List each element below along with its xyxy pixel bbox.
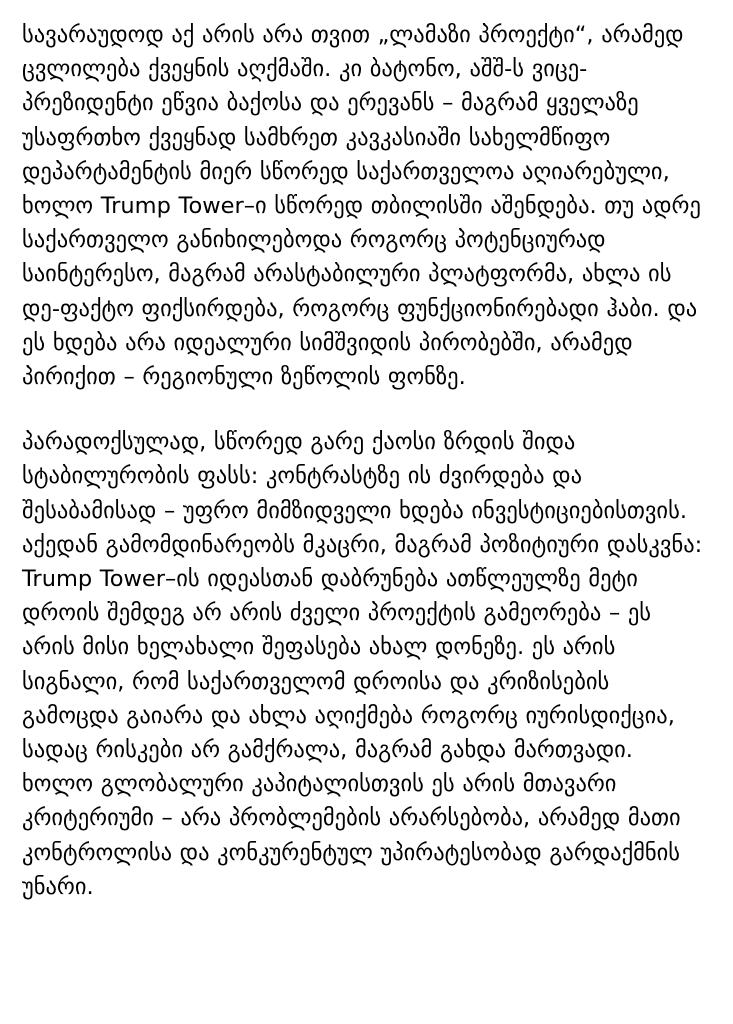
paragraph-2: პარადოქსულად, სწორედ გარე ქაოსი ზრდის შიდა სტაბილურობის ფასს: კონტრასტზე ის ძვირდება და შესაბამისად – უფრო მიმზიდველი ხდება ინვესტიციებისთვის. აქედან გამომდინარეობს მკაცრი, მაგრამ პოზიტიური დასკვნა: Trump Tower–ის იდეასთან დაბრუნება ათწლეულზე მეტი დროის შემდეგ არ არის ძველი პროექტის გამეორება – ეს არის მისი ხელახალი შეფასება ახალ დონეზე. ეს არის სიგნალი, რომ საქართველომ დროისა და კრიზისების გამოცდა გაიარა და ახლა აღიქმება როგორც იურისდიქცია, სადაც რისკები არ გამქრალა, მაგრამ გახდა მართვადი. ხოლო გლობალური კაპიტალისთვის ეს არის მთავარი კრიტერიუმი – არა პრობლემების არარსებობა, არამედ მათი კონტროლისა და კონკურენტულ უპირატესობად გარდაქმნის უნარი. <box>22 429 703 900</box>
paragraph-1: სავარაუდოდ აქ არის არა თვით „ლამაზი პროექტი“, არამედ ცვლილება ქვეყნის აღქმაში. კი ბატონო, აშშ-ს ვიცე-პრეზიდენტი ეწვია ბაქოსა და ერევანს – მაგრამ ყველაზე უსაფრთხო ქვეყნად სამხრეთ კავკასიაში სახელმწიფო დეპარტამენტის მიერ სწორედ საქართველოა აღიარებული, ხოლო Trump Tower–ი სწორედ თბილისში აშენდება. თუ ადრე საქართველო განიხილებოდა როგორც პოტენციურად საინტერესო, მაგრამ არასტაბილური პლატფორმა, ახლა ის დე-ფაქტო ფიქსირდება, როგორც ფუნქციონირებადი ჰაბი. და ეს ხდება არა იდეალური სიმშვიდის პირობებში, არამედ პირიქით – რეგიონული ზეწოლის ფონზე. <box>22 22 701 391</box>
